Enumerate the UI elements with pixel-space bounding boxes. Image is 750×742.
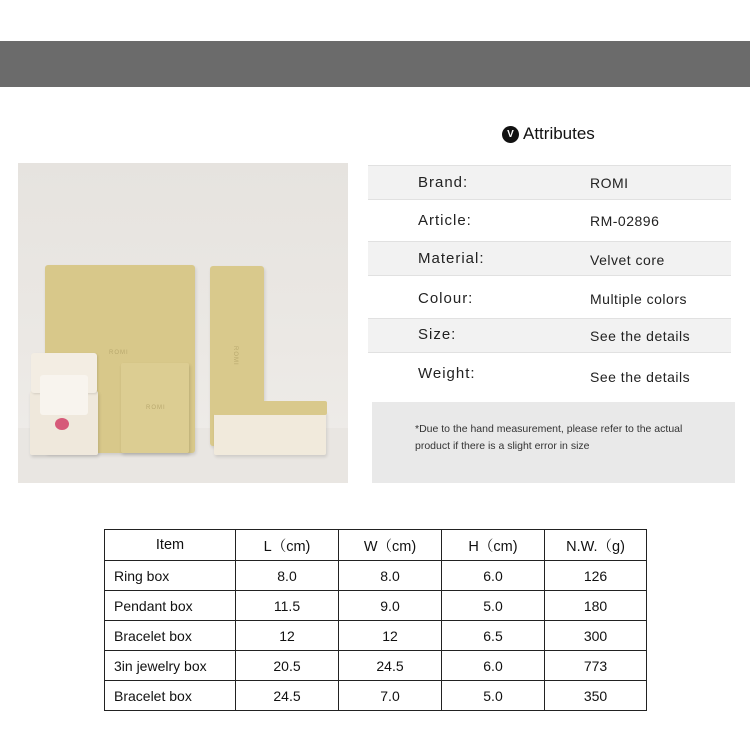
- cell-width: 12: [339, 621, 442, 651]
- cell-net-weight: 180: [545, 591, 647, 621]
- cell-length: 20.5: [236, 651, 339, 681]
- header-width: W（cm): [339, 530, 442, 561]
- attr-row-brand: [368, 165, 731, 199]
- attr-key: Material:: [418, 250, 485, 267]
- cell-height: 6.0: [442, 651, 545, 681]
- cell-item: 3in jewelry box: [105, 651, 236, 681]
- ring-box-insert: [40, 375, 88, 415]
- attr-key: Article:: [418, 212, 472, 229]
- attr-value: ROMI: [590, 175, 629, 191]
- attr-row-material: [368, 241, 731, 275]
- cell-item: Bracelet box: [105, 621, 236, 651]
- attr-key: Colour:: [418, 290, 474, 307]
- header-net-weight: N.W.（g): [545, 530, 647, 561]
- cell-net-weight: 300: [545, 621, 647, 651]
- table-row: [105, 591, 647, 621]
- pendant-box: [121, 363, 189, 453]
- cell-height: 5.0: [442, 681, 545, 711]
- table-header-row: [105, 530, 647, 561]
- attributes-title: Attributes: [523, 124, 595, 143]
- cell-length: 12: [236, 621, 339, 651]
- measurement-note: [372, 402, 735, 483]
- table-row: [105, 651, 647, 681]
- cell-length: 11.5: [236, 591, 339, 621]
- cell-width: 7.0: [339, 681, 442, 711]
- header-item: Item: [105, 530, 236, 561]
- attr-key: Brand:: [418, 174, 469, 191]
- top-banner: [0, 41, 750, 87]
- bracelet-box-lid: [213, 401, 327, 415]
- cell-item: Bracelet box: [105, 681, 236, 711]
- table-row: [105, 681, 647, 711]
- cell-width: 8.0: [339, 561, 442, 591]
- cell-height: 5.0: [442, 591, 545, 621]
- ring-gem: [55, 418, 69, 430]
- logo-text: ROMI: [232, 346, 238, 366]
- attributes-heading: [502, 123, 595, 145]
- cell-net-weight: 773: [545, 651, 647, 681]
- cell-item: Ring box: [105, 561, 236, 591]
- attr-key: Size:: [418, 326, 457, 343]
- cell-height: 6.5: [442, 621, 545, 651]
- logo-text: ROMI: [109, 350, 129, 356]
- attr-key: Weight:: [418, 365, 476, 382]
- table-row: [105, 621, 647, 651]
- product-photo: [18, 163, 348, 483]
- attr-value: Velvet core: [590, 252, 665, 268]
- cell-height: 6.0: [442, 561, 545, 591]
- attr-row-weight: [368, 352, 731, 396]
- cell-width: 24.5: [339, 651, 442, 681]
- header-height: H（cm): [442, 530, 545, 561]
- attr-value: See the details: [590, 369, 691, 385]
- cell-net-weight: 350: [545, 681, 647, 711]
- table-row: [105, 561, 647, 591]
- note-line-1: *Due to the hand measurement, please refer to the actual: [415, 423, 683, 435]
- attr-row-colour: [368, 275, 731, 318]
- logo-text: ROMI: [146, 405, 166, 411]
- bracelet-box: [214, 411, 326, 455]
- cell-length: 24.5: [236, 681, 339, 711]
- header-length: L（cm): [236, 530, 339, 561]
- attr-value: See the details: [590, 328, 691, 344]
- attr-value: RM-02896: [590, 213, 660, 229]
- attr-row-size: [368, 318, 731, 352]
- cell-width: 9.0: [339, 591, 442, 621]
- cell-item: Pendant box: [105, 591, 236, 621]
- size-table: [104, 529, 647, 711]
- cell-net-weight: 126: [545, 561, 647, 591]
- attr-row-article: [368, 199, 731, 241]
- v-badge-icon: V: [502, 126, 519, 143]
- attr-value: Multiple colors: [590, 291, 687, 307]
- note-line-2: product if there is a slight error in size: [415, 440, 590, 452]
- cell-length: 8.0: [236, 561, 339, 591]
